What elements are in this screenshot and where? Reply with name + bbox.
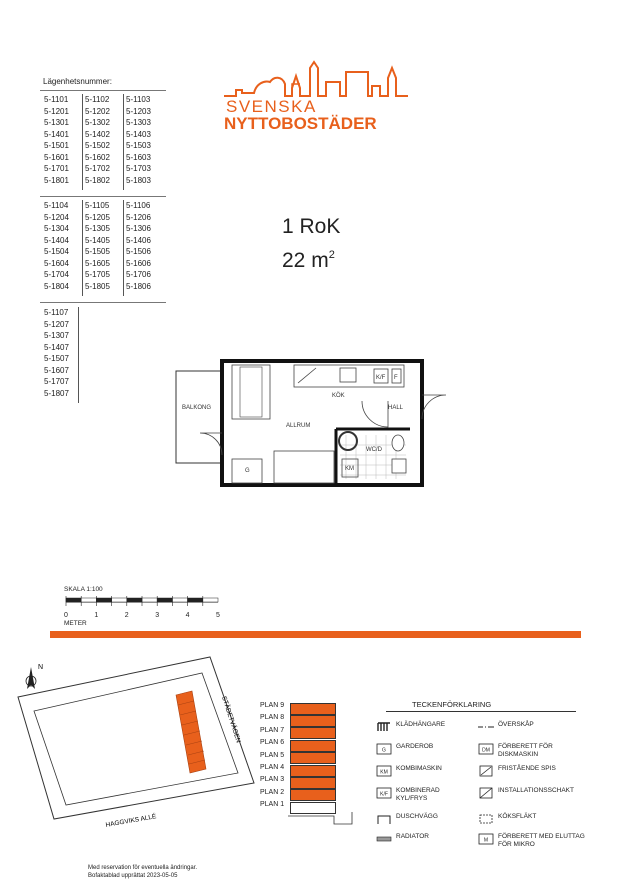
floor-block-highlighted <box>290 777 336 789</box>
label-kf: K/F <box>376 375 386 381</box>
legend-symbol: M <box>483 837 489 844</box>
apartment-column <box>126 200 151 292</box>
scale-segment <box>127 598 142 602</box>
apartment-number: 5-1807 <box>44 388 69 398</box>
apartment-number: 5-1702 <box>85 164 110 173</box>
label-km: KM <box>345 466 354 472</box>
apartment-number: 5-1605 <box>85 258 110 268</box>
column-divider <box>82 94 83 190</box>
floor-label: PLAN 9 <box>260 702 285 709</box>
apartment-list-header: Lägenhetsnummer: <box>43 77 112 86</box>
legend-text: DUSCHVÄGG <box>396 813 438 820</box>
apartment-number: 5-1701 <box>44 164 69 173</box>
entrance-door-swing <box>422 395 446 419</box>
apartment-number: 5-1302 <box>85 118 110 127</box>
scale-tick-label: 1 <box>94 612 99 619</box>
label-wc: WC/D <box>366 447 382 453</box>
legend-text: KLÄDHÄNGARE <box>396 721 446 728</box>
apartment-group-1 <box>40 94 166 190</box>
apartment-number: 5-1403 <box>126 129 151 139</box>
box-DM-icon <box>478 742 494 760</box>
apartment-number: 5-1303 <box>126 118 151 127</box>
apartment-number: 5-1207 <box>44 319 69 329</box>
stove-icon <box>298 368 316 383</box>
scale-segment <box>81 598 96 602</box>
legend-symbol: K/F <box>380 791 388 798</box>
legend-text: FÖRBERETT MED ELUTTAG FÖR MIKRO <box>498 833 585 848</box>
apartment-number: 5-1804 <box>44 281 69 291</box>
floor-label: PLAN 4 <box>260 764 285 771</box>
scale-title: SKALA 1:100 <box>64 586 103 593</box>
apartment-number: 5-1103 <box>126 95 151 104</box>
floor-label: PLAN 6 <box>260 739 285 747</box>
shaft-icon <box>478 786 494 804</box>
apartment-number: 5-1802 <box>85 175 110 185</box>
group-divider <box>40 302 166 303</box>
floor-plan <box>170 355 450 490</box>
area-line <box>282 241 340 275</box>
scale-tick-label: 0 <box>64 612 68 619</box>
apartment-number: 5-1104 <box>44 201 69 210</box>
apartment-number: 5-1107 <box>44 308 69 317</box>
sink-icon <box>340 368 356 382</box>
floor-label: PLAN 2 <box>260 788 285 796</box>
legend-title-underline <box>386 711 576 712</box>
balcony-door-swing <box>200 433 222 455</box>
shower-drain-icon <box>339 432 357 450</box>
footer-line2: Bofaktablad upprättat 2023-05-05 <box>88 873 178 879</box>
apartment-group-3 <box>40 307 166 403</box>
floor-label: PLAN 3 <box>260 776 285 784</box>
legend-text: KÖKSFLÄKT <box>498 813 537 820</box>
apartment-number: 5-1604 <box>44 258 69 268</box>
apartment-number: 5-1206 <box>126 212 151 222</box>
label-hall: HALL <box>388 405 404 411</box>
legend-symbol: DM <box>482 747 490 754</box>
scale-tick-label: 4 <box>185 612 190 619</box>
apartment-number: 5-1504 <box>44 247 69 256</box>
stove-icon <box>478 764 494 782</box>
scale-bar <box>60 594 230 614</box>
floor-block-highlighted <box>290 740 336 752</box>
scale-segment <box>142 598 157 602</box>
area-value: 22 m <box>282 249 329 272</box>
area-unit-superscript: 2 <box>328 249 335 261</box>
apartment-number: 5-1601 <box>44 152 69 162</box>
apartment-number: 5-1805 <box>85 281 110 291</box>
apartment-number: 5-1602 <box>85 152 110 162</box>
apartment-number: 5-1705 <box>85 270 110 279</box>
apartment-column <box>85 94 110 186</box>
apartment-number: 5-1803 <box>126 175 151 185</box>
floor-block-highlighted <box>290 752 336 764</box>
label-allrum: ALLRUM <box>286 423 311 429</box>
legend-text: KOMBINERAD KYL/FRYS <box>396 787 440 802</box>
apartment-number: 5-1306 <box>126 224 151 233</box>
orange-divider <box>50 631 581 638</box>
apartment-number: 5-1307 <box>44 331 69 340</box>
column-divider <box>82 200 83 296</box>
legend-symbol: G <box>382 747 386 754</box>
apartment-number: 5-1402 <box>85 129 110 139</box>
box-G-icon <box>376 742 392 760</box>
apartment-group-2 <box>40 200 166 296</box>
scale-segment <box>203 598 218 602</box>
apartment-number: 5-1503 <box>126 141 151 150</box>
apartment-number: 5-1806 <box>126 281 151 291</box>
apartment-number: 5-1707 <box>44 377 69 386</box>
building-inner-outline <box>34 673 238 805</box>
room-count: 1 RoK <box>282 215 341 238</box>
label-f: F <box>394 375 398 381</box>
apartment-number: 5-1106 <box>126 201 151 210</box>
hanger-icon <box>376 720 392 738</box>
floor-block-highlighted <box>290 715 336 727</box>
apartment-number: 5-1405 <box>85 235 110 245</box>
apartment-number: 5-1501 <box>44 141 69 150</box>
washbasin-icon <box>392 459 406 473</box>
wardrobe-column-inner <box>240 367 262 417</box>
apartment-number: 5-1406 <box>126 235 151 245</box>
scale-segment <box>188 598 203 602</box>
street-label-1: STÄDETVÄGEN <box>220 695 242 744</box>
legend-text: GARDEROB <box>396 743 434 750</box>
floor-block-highlighted <box>290 727 336 739</box>
label-g: G <box>245 468 250 474</box>
toilet-icon <box>392 435 404 451</box>
apartment-number: 5-1105 <box>85 201 110 210</box>
box-KM-icon <box>376 764 392 782</box>
apartment-number: 5-1407 <box>44 342 69 352</box>
site-plan <box>14 655 260 835</box>
apartment-number: 5-1801 <box>44 175 69 185</box>
apartment-number: 5-1606 <box>126 258 151 268</box>
label-balkong: BALKONG <box>182 405 212 411</box>
apartment-number: 5-1603 <box>126 152 151 162</box>
scale-tick-label: 3 <box>155 612 160 619</box>
floor-label: PLAN 5 <box>260 751 285 759</box>
apartment-number: 5-1506 <box>126 247 151 256</box>
floor-label: PLAN 8 <box>260 714 285 722</box>
scale-unit: METER <box>64 620 87 627</box>
north-arrow-icon <box>26 664 43 689</box>
logo-line2: NYTTOBOSTÄDER <box>224 114 377 133</box>
apartment-number: 5-1703 <box>126 164 151 173</box>
logo-line1: SVENSKA <box>226 97 317 116</box>
floor-block-highlighted <box>290 703 336 715</box>
apartment-number: 5-1704 <box>44 270 69 279</box>
street-label-2: HAGGVIKS ALLÉ <box>105 813 157 829</box>
scale-tick-label: 2 <box>124 612 129 619</box>
apartment-number: 5-1102 <box>85 95 110 104</box>
legend-text: KOMBIMASKIN <box>396 765 442 772</box>
scale-segment <box>157 598 172 602</box>
apartment-column <box>44 200 69 292</box>
apartment-number: 5-1304 <box>44 224 69 233</box>
legend-text: INSTALLATIONSSCHAKT <box>498 787 574 794</box>
fan-icon <box>478 812 494 830</box>
north-label: N <box>38 664 44 671</box>
apartment-number: 5-1201 <box>44 106 69 116</box>
apartment-number: 5-1202 <box>85 106 110 116</box>
apartment-number: 5-1203 <box>126 106 151 116</box>
column-divider <box>123 200 124 296</box>
legend-text: FÖRBERETT FÖR DISKMASKIN <box>498 743 553 758</box>
floor-label: PLAN 7 <box>260 726 285 734</box>
scale-segment <box>66 598 81 602</box>
group-divider <box>40 196 166 197</box>
bed-outline <box>274 451 334 483</box>
box-M-icon <box>478 832 494 850</box>
apartment-number: 5-1305 <box>85 224 110 233</box>
legend-text: FRISTÅENDE SPIS <box>498 765 556 772</box>
legend-text: ÖVERSKÅP <box>498 721 534 728</box>
apartment-column <box>126 94 151 186</box>
legend-title: TECKENFÖRKLARING <box>412 700 492 709</box>
wardrobe-column <box>232 365 270 419</box>
scale-tick-label: 5 <box>216 612 220 619</box>
building-outline <box>18 657 254 819</box>
column-divider <box>78 307 79 403</box>
apartment-column <box>85 200 110 292</box>
apartment-number: 5-1706 <box>126 270 151 279</box>
apartment-number: 5-1301 <box>44 118 69 127</box>
apartment-summary <box>282 212 340 275</box>
apartment-number: 5-1205 <box>85 212 110 222</box>
column-divider <box>123 94 124 190</box>
apartment-number: 5-1507 <box>44 354 69 363</box>
apartment-number: 5-1505 <box>85 247 110 256</box>
scale-segment <box>112 598 127 602</box>
apartment-column <box>44 307 69 399</box>
apartment-number: 5-1607 <box>44 365 69 375</box>
apartment-number: 5-1401 <box>44 129 69 139</box>
apartment-number: 5-1101 <box>44 95 69 104</box>
legend-text: RADIATOR <box>396 833 429 840</box>
apartment-column <box>44 94 69 186</box>
shower-icon <box>376 812 392 830</box>
label-kok: KÖK <box>332 393 345 399</box>
dashdot-icon <box>478 720 494 738</box>
floor-stack-base <box>288 806 368 828</box>
apartment-number: 5-1404 <box>44 235 69 245</box>
box-KF-icon <box>376 786 392 804</box>
footer-line1: Med reservation för eventuella ändringar. <box>88 865 198 871</box>
scale-segment <box>96 598 111 602</box>
floor-block-highlighted <box>290 765 336 777</box>
logo-skyline-icon <box>222 60 412 100</box>
balcony-outline <box>176 371 222 463</box>
floor-label: PLAN 1 <box>260 801 285 809</box>
apartment-number: 5-1204 <box>44 212 69 222</box>
header-divider <box>40 90 166 91</box>
legend-symbol: KM <box>380 769 388 776</box>
floor-block-highlighted <box>290 789 336 801</box>
scale-segment <box>172 598 187 602</box>
apartment-number: 5-1502 <box>85 141 110 150</box>
hall-door-swing <box>362 401 388 427</box>
radiator-icon <box>376 832 392 850</box>
